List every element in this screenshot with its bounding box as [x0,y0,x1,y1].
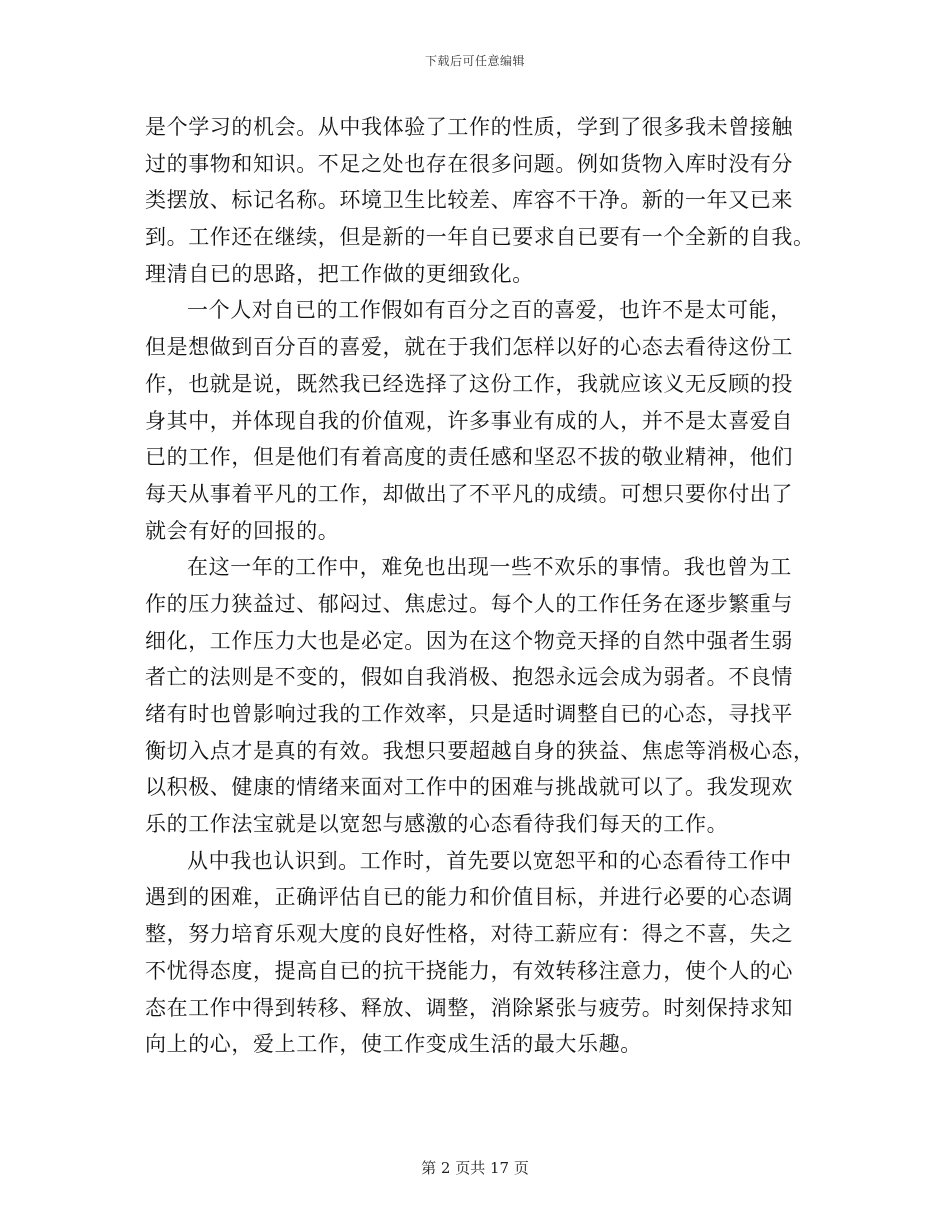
text-line: 作的压力狭益过、郁闷过、焦虑过。每个人的工作任务在逐步繁重与 [145,591,793,616]
text-line: 作，也就是说，既然我已经选择了这份工作，我就应该义无反顾的投 [145,371,793,396]
text-line: 但是想做到百分百的喜爱，就在于我们怎样以好的心态去看待这份工 [145,335,793,360]
text-line: 到。工作还在继续，但是新的一年自已要求自已要有一个全新的自我。 [145,225,815,250]
paragraph-first-line: 在这一年的工作中，难免也出现一些不欢乐的事情。我也曾为工 [187,555,792,580]
text-line: 已的工作，但是他们有着高度的责任感和坚忍不拔的敬业精神，他们 [145,445,793,470]
text-line: 就会有好的回报的。 [145,518,340,543]
document-body [145,109,815,1063]
text-line: 每天从事着平凡的工作，却做出了不平凡的成绩。可想只要你付出了 [145,481,793,506]
text-line: 理清自已的思路，把工作做的更细致化。 [145,261,534,286]
text-line: 态在工作中得到转移、释放、调整，消除紧张与疲劳。时刻保持求知 [145,995,793,1020]
page-header: 下载后可任意编辑 [424,54,525,68]
text-line: 乐的工作法宝就是以宽恕与感激的心态看待我们每天的工作。 [145,812,729,837]
text-line: 细化，工作压力大也是必定。因为在这个物竞天择的自然中强者生弱 [145,628,793,653]
text-line: 是个学习的机会。从中我体验了工作的性质，学到了很多我未曾接触 [145,115,793,139]
text-line: 向上的心，爱上工作，使工作变成生活的最大乐趣。 [145,1032,642,1057]
paragraph-first-line: 从中我也认识到。工作时，首先要以宽恕平和的心态看待工作中 [187,848,792,873]
text-line: 不忧得态度，提高自已的抗干挠能力，有效转移注意力，使个人的心 [145,958,793,983]
text-line: 者亡的法则是不变的，假如自我消极、抱怨永远会成为弱者。不良情 [145,665,793,690]
text-line: 类摆放、标记名称。环境卫生比较差、库容不干净。新的一年又已来 [145,188,793,213]
paragraph-first-line: 一个人对自已的工作假如有百分之百的喜爱，也许不是太可能， [187,298,792,323]
text-line: 以积极、健康的情绪来面对工作中的困难与挑战就可以了。我发现欢 [145,775,793,800]
text-line: 遇到的困难，正确评估自已的能力和价值目标，并进行必要的心态调 [145,885,793,910]
page-number-footer: 第 2 页共 17 页 [421,1159,529,1177]
text-line: 绪有时也曾影响过我的工作效率，只是适时调整自已的心态，寻找平 [145,702,793,726]
text-line: 身其中，并体现自我的价值观，许多事业有成的人，并不是太喜爱自 [145,408,793,433]
text-line: 整，努力培育乐观大度的良好性格，对待工薪应有：得之不喜，失之 [145,922,793,947]
text-line: 过的事物和知识。不足之处也存在很多问题。例如货物入库时没有分 [145,151,793,176]
text-line: 衡切入点才是真的有效。我想只要超越自身的狭益、焦虑等消极心态， [145,738,815,763]
